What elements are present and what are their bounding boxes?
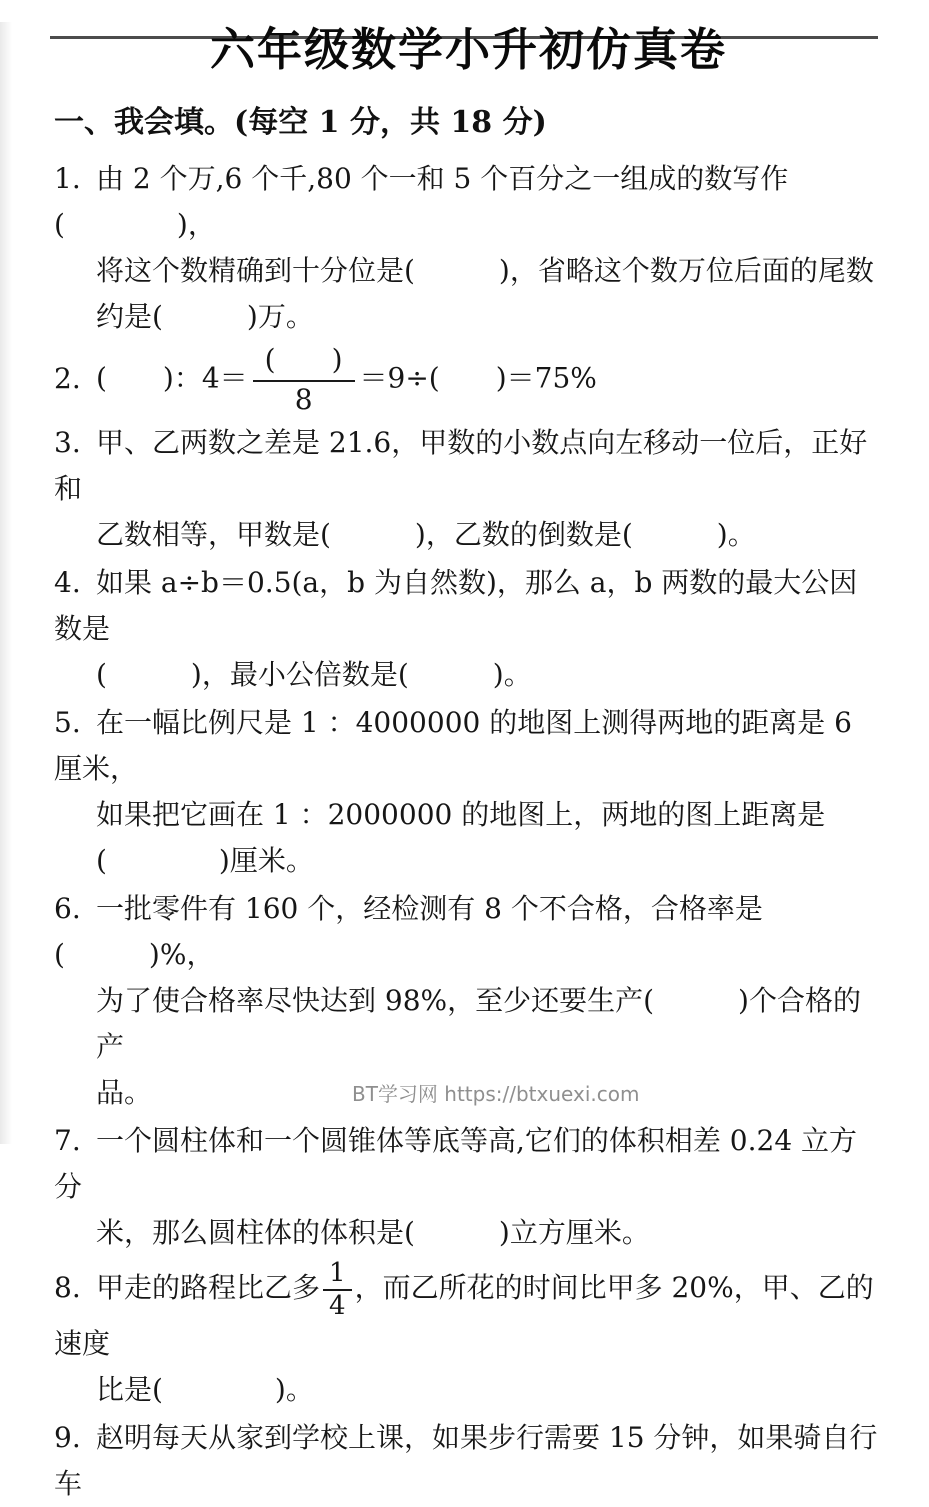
fraction (253, 342, 355, 418)
fraction (323, 1258, 352, 1321)
question-number: 4. (54, 566, 81, 599)
question-line (54, 1118, 883, 1210)
question-text: 如果 a÷b＝0.5(a，b 为自然数)，那么 a，b 两数的最大公因数是 (54, 566, 858, 645)
question-text: 由 2 个万,6 个千,80 个一和 5 个百分之一组成的数写作( )， (54, 162, 789, 241)
question-line (54, 1415, 883, 1507)
question-line (54, 700, 883, 792)
question-number: 7. (54, 1124, 81, 1157)
question-line: ( )厘米。 (96, 844, 314, 877)
question-text: 赵明每天从家到学校上课，如果步行需要 15 分钟，如果骑自行车 (54, 1421, 878, 1500)
question-1 (54, 156, 883, 340)
question-number: 8. (54, 1271, 81, 1304)
question-line: 米，那么圆柱体的体积是( )立方厘米。 (96, 1216, 650, 1249)
fraction-numerator: 1 (323, 1258, 352, 1291)
question-line (54, 1258, 883, 1367)
question-7 (54, 1118, 883, 1256)
question-line: 如果把它画在 1 ：2000000 的地图上，两地的图上距离是 (96, 798, 826, 831)
question-number: 6. (54, 892, 81, 925)
exam-paper-page (0, 22, 929, 1500)
question-2 (54, 342, 883, 418)
fraction-denominator: 4 (329, 1291, 346, 1321)
question-3 (54, 420, 883, 558)
question-6 (54, 886, 883, 1116)
site-watermark: BT学习网 https://btxuexi.com (352, 1082, 640, 1106)
page-content (0, 22, 929, 1507)
question-line: 为了使合格率尽快达到 98%，至少还要生产( )个合格的产 (96, 984, 861, 1063)
question-line (54, 886, 883, 978)
question-line (54, 156, 883, 248)
question-text: 甲走的路程比乙多 (96, 1271, 321, 1304)
question-5 (54, 700, 883, 884)
question-line (54, 560, 883, 652)
question-line (54, 420, 883, 512)
question-text: 在一幅比例尺是 1 ：4000000 的地图上测得两地的距离是 6 厘米， (54, 706, 861, 785)
question-line: 品。 (96, 1076, 153, 1109)
question-text: 一批零件有 160 个，经检测有 8 个不合格，合格率是( )%， (54, 892, 763, 971)
question-line: 约是( )万。 (96, 300, 314, 333)
question-number: 2. (54, 361, 81, 395)
fraction-numerator: ( ) (253, 342, 355, 382)
question-line: 比是( )。 (96, 1373, 314, 1406)
question-text: 甲、乙两数之差是 21.6，甲数的小数点向左移动一位后，正好和 (54, 426, 868, 505)
question-line: 将这个数精确到十分位是( )，省略这个数万位后面的尾数 (96, 254, 874, 287)
page-title: 六年级数学小升初仿真卷 (209, 23, 727, 76)
question-8 (54, 1258, 883, 1413)
question-text: ，而乙所花的时间比甲多 20%，甲、乙的速度 (54, 1271, 874, 1360)
section-heading: 一、我会填。(每空 1 分，共 18 分) (54, 105, 547, 140)
question-text: 一个圆柱体和一个圆锥体等底等高,它们的体积相差 0.24 立方分 (54, 1124, 858, 1203)
question-line: 乙数相等，甲数是( )，乙数的倒数是( )。 (96, 518, 756, 551)
question-line (54, 342, 883, 418)
question-text: ＝9÷( )＝75% (359, 361, 597, 395)
fraction-denominator: 8 (294, 383, 313, 416)
question-4 (54, 560, 883, 698)
question-number: 9. (54, 1421, 81, 1454)
question-9 (54, 1415, 883, 1507)
question-number: 5. (54, 706, 81, 739)
question-text: ( )：4＝ (96, 361, 248, 395)
question-number: 3. (54, 426, 81, 459)
question-number: 1. (54, 162, 81, 195)
question-line: ( )，最小公倍数是( )。 (96, 658, 532, 691)
